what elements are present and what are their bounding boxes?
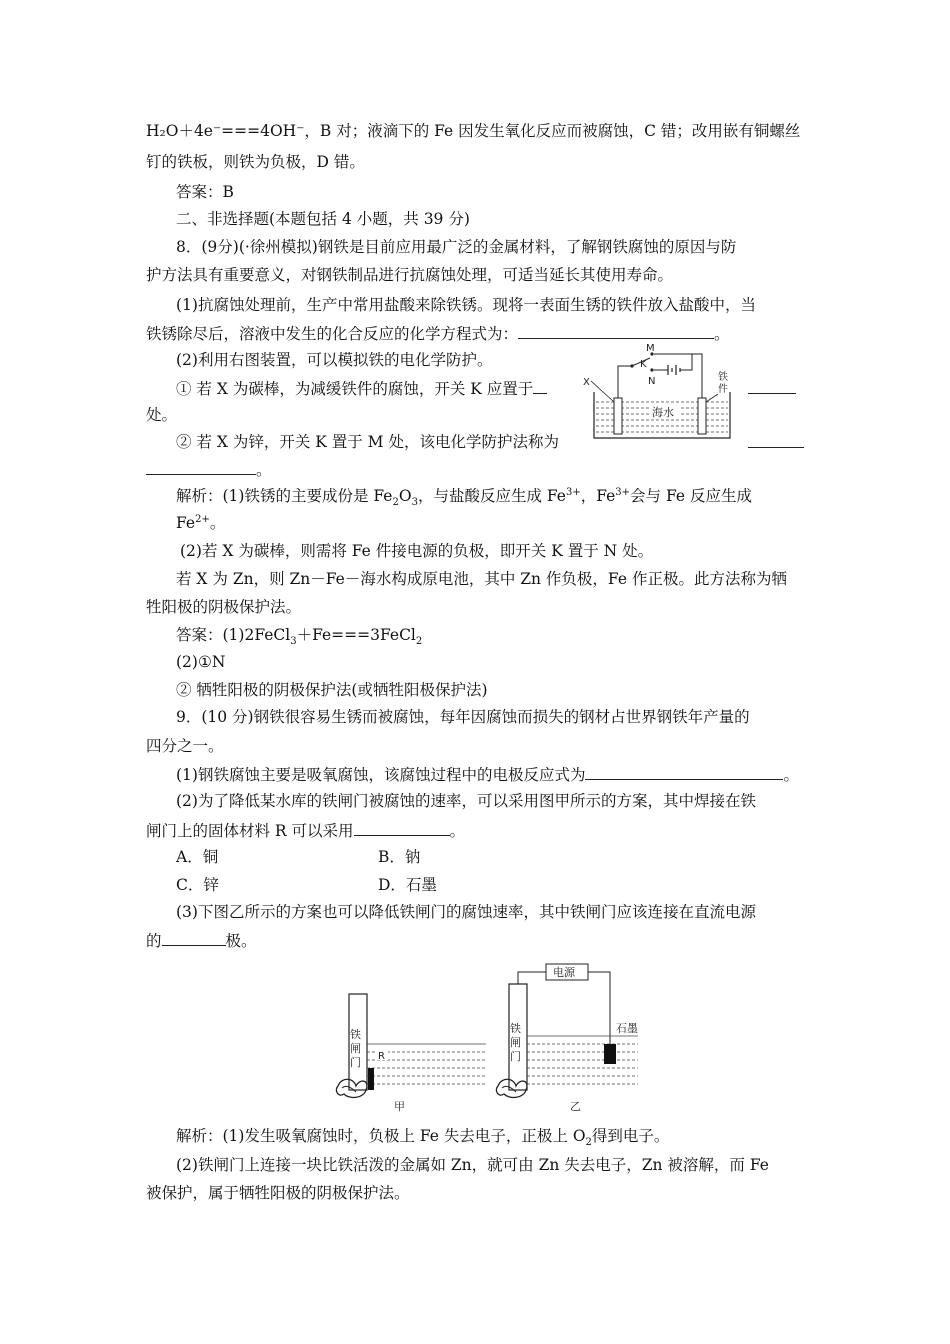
- question-9-part-1: [176, 764, 799, 785]
- gate-label: 铁: [350, 1028, 361, 1041]
- line-text: 。: [449, 822, 466, 840]
- line-text: 铁锈除尽后，溶液中发生的化合反应的化学方程式为：: [146, 325, 519, 343]
- answer-line: 答案：B: [176, 183, 234, 201]
- electrode-label-x: X: [583, 377, 590, 388]
- option-c: C．锌: [176, 876, 219, 894]
- line-text: 。: [256, 461, 272, 479]
- answer-blank: [748, 378, 796, 394]
- text-line: 处。: [146, 406, 178, 424]
- line-text: ＋Fe===3FeCl: [296, 626, 416, 644]
- switch-label-n: N: [648, 376, 656, 387]
- text-line: [146, 930, 257, 951]
- iron-gate-protection-diagram: [326, 958, 652, 1118]
- line-text: ，Fe: [580, 487, 616, 505]
- gate-label: 铁: [510, 1022, 521, 1035]
- analysis-line: 若 X 为 Zn，则 Zn－Fe－海水构成原电池，其中 Zn 作负极，Fe 作正极。此方法称为牺: [176, 570, 787, 588]
- text-line: 四分之一。: [146, 737, 224, 755]
- line-text: Fe: [176, 514, 196, 532]
- switch-label-m: M: [646, 343, 655, 354]
- subscript: 3: [290, 636, 297, 648]
- question-8-part-2: (2)利用右图装置，可以模拟铁的电化学防护。: [176, 351, 493, 369]
- answer-blank: [162, 930, 226, 946]
- text-line: [146, 820, 465, 841]
- caption-jia: 甲: [394, 1100, 405, 1113]
- text-line: 护方法具有重要意义，对钢铁制品进行抗腐蚀处理，可适当延长其使用寿命。: [146, 266, 674, 284]
- line-text: O: [398, 487, 412, 505]
- text-line: H₂O＋4e⁻===4OH⁻，B 对；液滴下的 Fe 因发生氧化反应而被腐蚀，C 错；改用嵌有铜螺丝: [146, 122, 801, 140]
- answer-blank: [748, 432, 804, 448]
- text-line: [176, 378, 547, 399]
- gate-label: 门: [350, 1056, 361, 1069]
- line-text: 会与 Fe 反应生成: [630, 487, 752, 505]
- question-8-stem: 8．(9分)(·徐州模拟)钢铁是目前应用最广泛的金属材料，了解钢铁腐蚀的原因与防: [176, 238, 737, 256]
- superscript: 3+: [615, 486, 631, 498]
- option-d: D．石墨: [378, 876, 437, 894]
- iron-piece-label: 件: [718, 384, 728, 395]
- seawater-label: 海水: [652, 406, 674, 419]
- gate-label: 门: [510, 1050, 521, 1063]
- text-line: ② 若 X 为锌，开关 K 置于 M 处，该电化学防护法称为: [176, 433, 559, 451]
- caption-yi: 乙: [570, 1100, 581, 1113]
- gate-label: 闸: [510, 1036, 521, 1049]
- line-text: 极。: [225, 932, 257, 950]
- power-supply-label: 电源: [553, 966, 575, 979]
- answer-blank: [146, 459, 256, 475]
- material-r-label: R: [378, 1051, 385, 1062]
- iron-piece-label: 铁: [718, 372, 728, 383]
- line-text: 。: [783, 766, 799, 784]
- graphite-label: 石墨: [616, 1022, 638, 1035]
- option-b: B．钠: [378, 848, 421, 866]
- line-text: 解析：(1)铁锈的主要成份是 Fe: [176, 487, 393, 505]
- line-text: 答案：(1)2FeCl: [176, 626, 291, 644]
- question-9-part-2: (2)为了降低某水库的铁闸门被腐蚀的速率，可以采用图甲所示的方案，其中焊接在铁: [176, 792, 756, 810]
- gate-label: 闸: [350, 1042, 361, 1055]
- text-line: 牲阳极的阴极保护法。: [146, 598, 302, 616]
- subscript: 2: [585, 1137, 592, 1149]
- text-line: 被保护，属于牺牲阳极的阴极保护法。: [146, 1184, 410, 1202]
- question-8-part-1: (1)抗腐蚀处理前，生产中常用盐酸来除铁锈。现将一表面生锈的铁件放入盐酸中，当: [176, 296, 756, 314]
- answer-line: ② 牺牲阳极的阴极保护法(或牺牲阳极保护法): [176, 681, 488, 699]
- subscript: 2: [415, 636, 423, 648]
- answer-line: (2)①N: [176, 653, 226, 671]
- switch-label-k: K: [640, 359, 647, 370]
- answer-blank-continued: [748, 378, 796, 399]
- superscript: 3+: [565, 486, 581, 498]
- text-line: [146, 459, 272, 480]
- text-line: 钉的铁板，则铁为负极，D 错。: [146, 153, 365, 171]
- analysis-line: [176, 486, 752, 509]
- answer-blank: [585, 764, 783, 780]
- answer-blank: [354, 820, 450, 836]
- analysis-line: (2)铁闸门上连接一块比铁活泼的金属如 Zn，就可由 Zn 失去电子，Zn 被溶解，而 Fe: [176, 1156, 769, 1174]
- line-text: 解析：(1)发生吸氧腐蚀时，负极上 Fe 失去电子，正极上 O: [176, 1127, 586, 1145]
- subscript: 2: [392, 497, 399, 509]
- line-text: 。: [714, 325, 730, 343]
- question-9-stem: 9．(10 分)钢铁很容易生锈而被腐蚀，每年因腐蚀而损失的钢材占世界钢铁年产量的: [176, 708, 750, 726]
- line-text: (1)钢铁腐蚀主要是吸氧腐蚀，该腐蚀过程中的电极反应式为: [176, 766, 586, 784]
- answer-blank: [518, 323, 714, 339]
- answer-blank: [533, 378, 547, 394]
- line-text: ① 若 X 为碳棒，为减缓铁件的腐蚀，开关 K 应置于: [176, 380, 534, 398]
- line-text: ，与盐酸反应生成 Fe: [417, 487, 566, 505]
- analysis-line: (2)若 X 为碳棒，则需将 Fe 件接电源的负极，即开关 K 置于 N 处。: [180, 542, 654, 560]
- option-a: A．铜: [176, 848, 219, 866]
- electrochemical-protection-diagram: [578, 340, 748, 444]
- analysis-line: [176, 1126, 670, 1149]
- line-text: 得到电子。: [591, 1127, 670, 1145]
- line-text: 。: [209, 514, 226, 532]
- answer-blank-continued: [748, 432, 804, 453]
- question-9-part-3: (3)下图乙所示的方案也可以降低铁闸门的腐蚀速率，其中铁闸门应该连接在直流电源: [176, 903, 756, 921]
- section-heading: 二、非选择题(本题包括 4 小题，共 39 分): [176, 210, 470, 228]
- analysis-line: [176, 513, 225, 533]
- line-text: 闸门上的固体材料 R 可以采用: [146, 822, 354, 840]
- superscript: 2+: [195, 513, 210, 525]
- line-text: 的: [146, 932, 162, 950]
- answer-line: [176, 625, 423, 648]
- subscript: 3: [411, 497, 418, 509]
